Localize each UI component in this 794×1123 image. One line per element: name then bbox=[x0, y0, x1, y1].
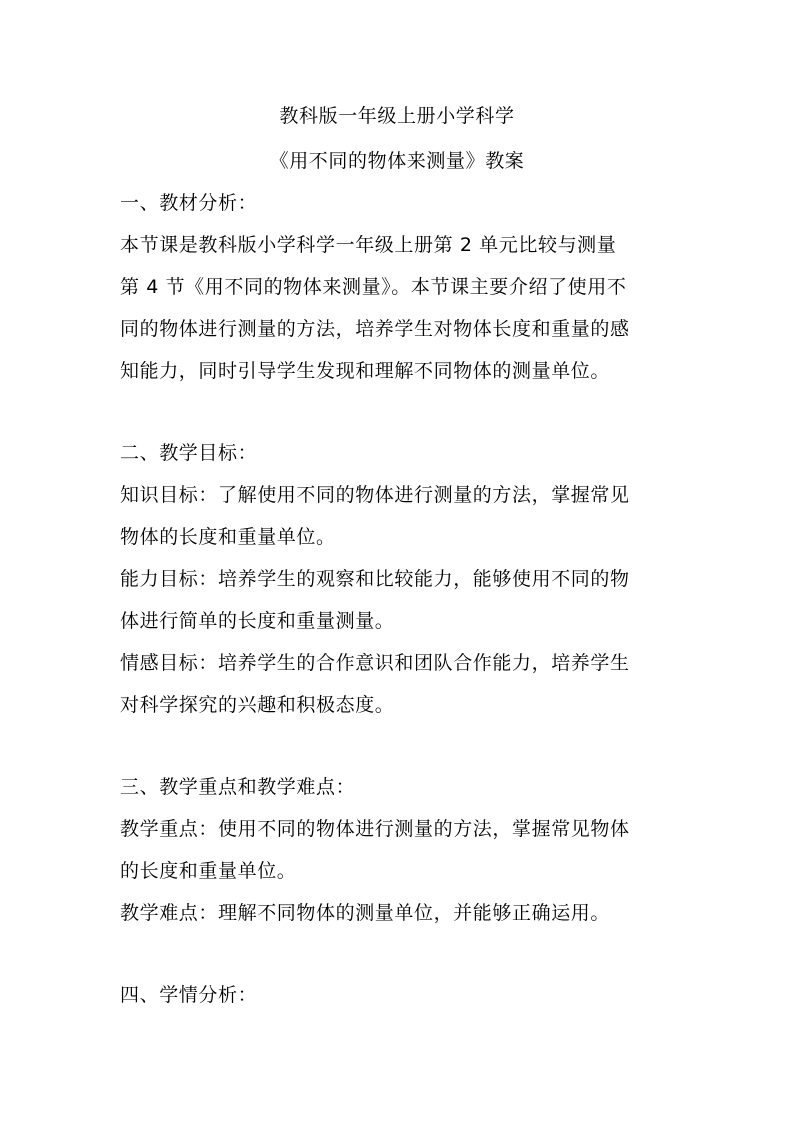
doc-title-line-1: 教科版一年级上册小学科学 bbox=[279, 105, 515, 127]
section-heading-learner-analysis: 四、学情分析： bbox=[120, 984, 258, 1006]
doc-title-line-2: 《用不同的物体来测量》教案 bbox=[269, 150, 525, 172]
paragraph-line: 教学难点：理解不同物体的测量单位，并能够正确运用。 bbox=[120, 902, 611, 924]
paragraph-line: 教学重点：使用不同的物体进行测量的方法，掌握常见物体 bbox=[120, 818, 630, 840]
paragraph-line: 的长度和重量单位。 bbox=[120, 860, 297, 882]
paragraph-line: 知识目标：了解使用不同的物体进行测量的方法，掌握常见 bbox=[120, 484, 630, 506]
paragraph-line: 知能力，同时引导学生发现和理解不同物体的测量单位。 bbox=[120, 360, 611, 382]
paragraph-line: 物体的长度和重量单位。 bbox=[120, 526, 336, 548]
paragraph-line: 第 4 节《用不同的物体来测量》。本节课主要介绍了使用不 bbox=[120, 276, 627, 298]
section-heading-key-difficult-points: 三、教学重点和教学难点： bbox=[120, 776, 356, 798]
paragraph-line: 同的物体进行测量的方法，培养学生对物体长度和重量的感 bbox=[120, 318, 630, 340]
paragraph-line: 对科学探究的兴趣和积极态度。 bbox=[120, 694, 395, 716]
paragraph-line: 能力目标：培养学生的观察和比较能力，能够使用不同的物 bbox=[120, 568, 630, 590]
section-heading-teaching-objectives: 二、教学目标： bbox=[120, 442, 258, 464]
paragraph-line: 情感目标：培养学生的合作意识和团队合作能力，培养学生 bbox=[120, 652, 630, 674]
section-heading-textbook-analysis: 一、教材分析： bbox=[120, 192, 258, 214]
paragraph-line: 体进行简单的长度和重量测量。 bbox=[120, 610, 395, 632]
paragraph-line: 本节课是教科版小学科学一年级上册第 2 单元比较与测量 bbox=[120, 234, 617, 256]
